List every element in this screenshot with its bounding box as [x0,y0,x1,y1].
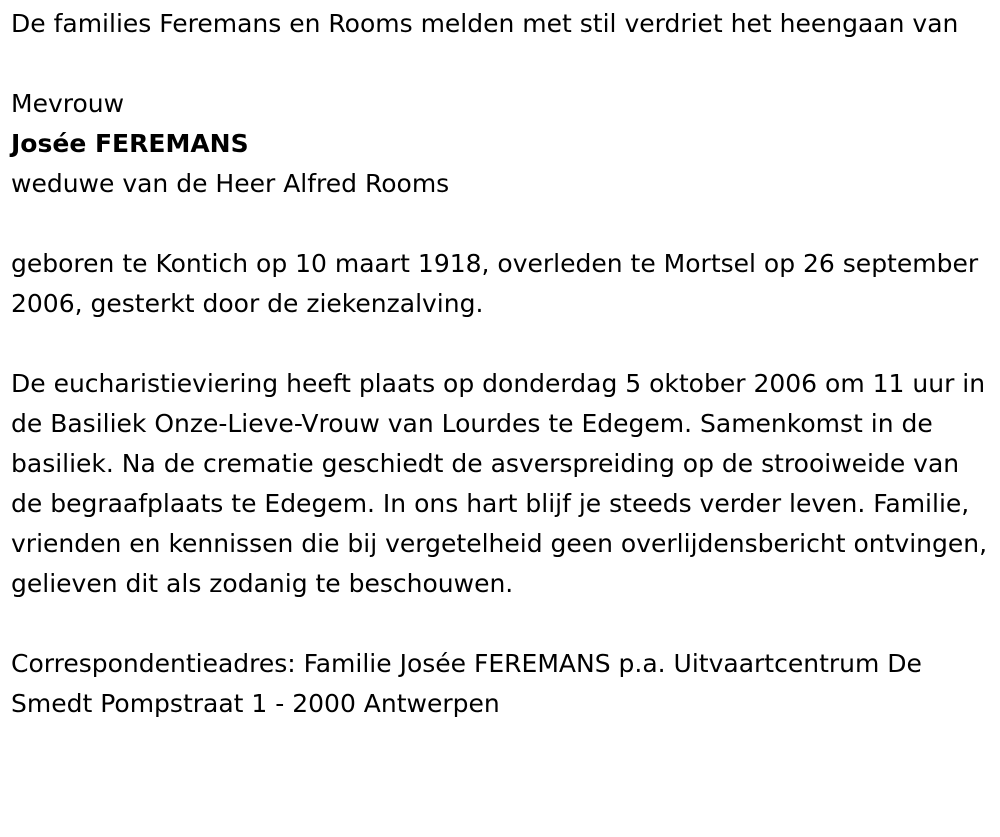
birth-death-paragraph: geboren te Kontich op 10 maart 1918, overleden te Mortsel op 26 september 2006, gesterkt door de ziekenzalving. [11,249,979,318]
ceremony-paragraph: De eucharistieviering heeft plaats op donderdag 5 oktober 2006 om 11 uur in de Basiliek Onze-Lieve-Vrouw van Lourdes te Edegem. Samenkomst in de basiliek. Na de crematie geschiedt de asverspreiding op de strooiweide van de begraafplaats te Edegem. In ons hart blijf je steeds verder leven. Familie, vrienden en kennissen die bij vergetelheid geen overlijdensbericht ontvingen, gelieven dit als zodanig te beschouwen. [11,369,988,598]
spacer [11,604,989,644]
salutation: Mevrouw [11,89,125,118]
spacer [11,204,989,244]
deceased-name: Josée FEREMANS [11,129,249,158]
death-notice [11,4,989,724]
spacer [11,324,989,364]
correspondence-address: Correspondentieadres: Familie Josée FEREMANS p.a. Uitvaartcentrum De Smedt Pompstraat 1 - 2000 Antwerpen [11,649,922,718]
intro-text: De families Feremans en Rooms melden met stil verdriet het heengaan van [11,9,959,38]
spacer [11,44,989,84]
spouse-line: weduwe van de Heer Alfred Rooms [11,169,450,198]
